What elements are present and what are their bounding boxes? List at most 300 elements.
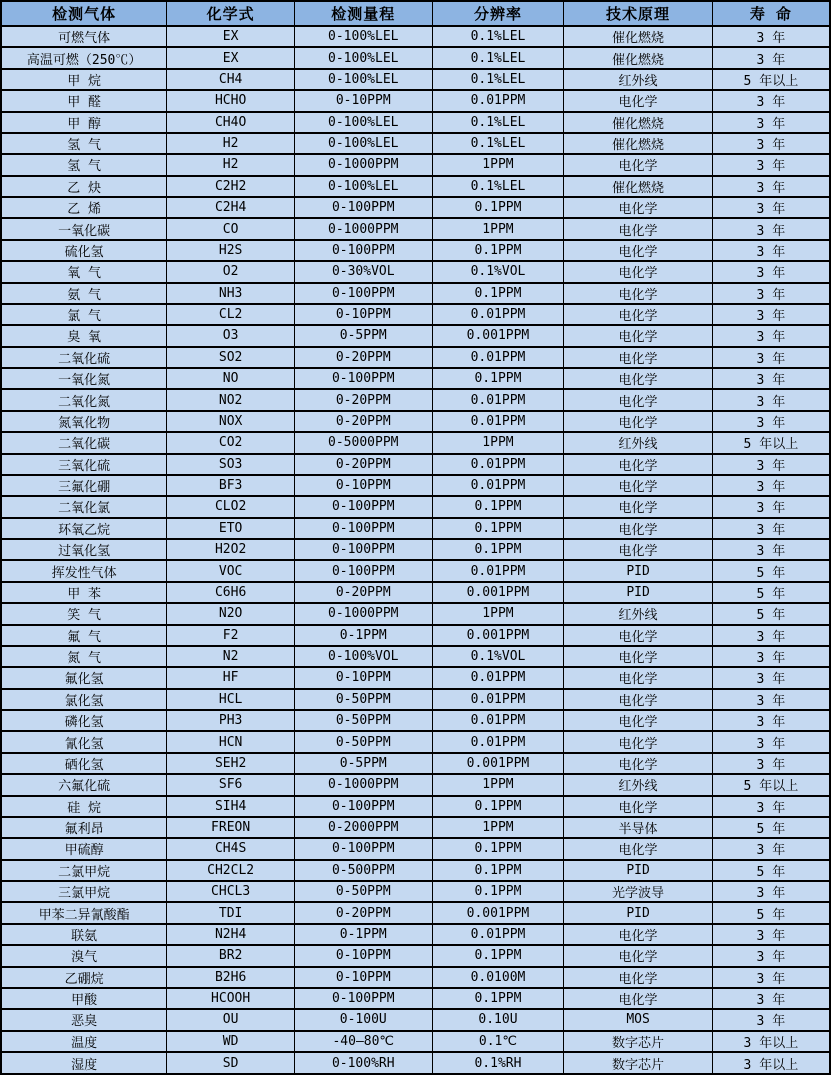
cell-resolution: 1PPM bbox=[432, 774, 564, 795]
cell-formula: O2 bbox=[167, 261, 295, 282]
cell-gas: 氧 气 bbox=[1, 261, 167, 282]
column-header-lifespan: 寿 命 bbox=[712, 1, 830, 26]
cell-principle: 电化学 bbox=[564, 518, 712, 539]
cell-principle: 红外线 bbox=[564, 432, 712, 453]
cell-resolution: 1PPM bbox=[432, 603, 564, 624]
cell-formula: CH4S bbox=[167, 838, 295, 859]
cell-formula: O3 bbox=[167, 325, 295, 346]
cell-gas: 湿度 bbox=[1, 1052, 167, 1074]
cell-formula: CH2CL2 bbox=[167, 860, 295, 881]
cell-range: 0-50PPM bbox=[294, 731, 432, 752]
cell-formula: CH4 bbox=[167, 69, 295, 90]
cell-lifespan: 3 年 bbox=[712, 411, 830, 432]
cell-gas: 联氨 bbox=[1, 924, 167, 945]
cell-principle: 数字芯片 bbox=[564, 1031, 712, 1052]
cell-range: 0-20PPM bbox=[294, 389, 432, 410]
table-row bbox=[1, 753, 830, 774]
cell-range: 0-10PPM bbox=[294, 304, 432, 325]
cell-range: 0-10PPM bbox=[294, 945, 432, 966]
table-row bbox=[1, 710, 830, 731]
cell-gas: 二氧化硫 bbox=[1, 347, 167, 368]
cell-formula: VOC bbox=[167, 560, 295, 581]
table-row bbox=[1, 112, 830, 133]
cell-range: 0-100PPM bbox=[294, 796, 432, 817]
table-row bbox=[1, 176, 830, 197]
table-row bbox=[1, 368, 830, 389]
cell-range: 0-5PPM bbox=[294, 753, 432, 774]
table-row bbox=[1, 496, 830, 517]
cell-resolution: 0.01PPM bbox=[432, 924, 564, 945]
cell-lifespan: 3 年 bbox=[712, 518, 830, 539]
table-header bbox=[1, 1, 830, 26]
cell-gas: 氨 气 bbox=[1, 283, 167, 304]
cell-lifespan: 3 年 bbox=[712, 240, 830, 261]
cell-principle: 电化学 bbox=[564, 945, 712, 966]
cell-lifespan: 3 年 bbox=[712, 454, 830, 475]
cell-lifespan: 3 年 bbox=[712, 90, 830, 111]
cell-lifespan: 3 年 bbox=[712, 496, 830, 517]
cell-gas: 可燃气体 bbox=[1, 26, 167, 47]
cell-principle: PID bbox=[564, 860, 712, 881]
cell-resolution: 1PPM bbox=[432, 154, 564, 175]
cell-formula: NOX bbox=[167, 411, 295, 432]
cell-gas: 乙硼烷 bbox=[1, 967, 167, 988]
cell-principle: 红外线 bbox=[564, 774, 712, 795]
cell-formula: N2O bbox=[167, 603, 295, 624]
table-row bbox=[1, 774, 830, 795]
cell-range: 0-1PPM bbox=[294, 625, 432, 646]
cell-lifespan: 3 年 bbox=[712, 838, 830, 859]
cell-range: 0-100PPM bbox=[294, 368, 432, 389]
cell-lifespan: 3 年 bbox=[712, 283, 830, 304]
cell-formula: N2H4 bbox=[167, 924, 295, 945]
cell-lifespan: 3 年以上 bbox=[712, 1031, 830, 1052]
cell-resolution: 0.1%LEL bbox=[432, 47, 564, 68]
cell-resolution: 0.1PPM bbox=[432, 945, 564, 966]
cell-formula: H2O2 bbox=[167, 539, 295, 560]
cell-lifespan: 5 年以上 bbox=[712, 432, 830, 453]
cell-range: 0-2000PPM bbox=[294, 817, 432, 838]
cell-resolution: 0.001PPM bbox=[432, 902, 564, 923]
cell-lifespan: 3 年 bbox=[712, 133, 830, 154]
cell-lifespan: 5 年 bbox=[712, 860, 830, 881]
cell-range: 0-50PPM bbox=[294, 710, 432, 731]
cell-principle: 电化学 bbox=[564, 667, 712, 688]
table-row bbox=[1, 197, 830, 218]
cell-resolution: 0.1PPM bbox=[432, 197, 564, 218]
cell-lifespan: 3 年 bbox=[712, 389, 830, 410]
cell-lifespan: 3 年 bbox=[712, 881, 830, 902]
cell-principle: 电化学 bbox=[564, 689, 712, 710]
cell-resolution: 0.01PPM bbox=[432, 347, 564, 368]
table-row bbox=[1, 646, 830, 667]
cell-range: 0-10PPM bbox=[294, 90, 432, 111]
cell-range: 0-100PPM bbox=[294, 240, 432, 261]
cell-resolution: 1PPM bbox=[432, 817, 564, 838]
cell-gas: 二氧化碳 bbox=[1, 432, 167, 453]
cell-resolution: 0.01PPM bbox=[432, 475, 564, 496]
cell-gas: 甲苯二异氰酸酯 bbox=[1, 902, 167, 923]
table-row bbox=[1, 26, 830, 47]
cell-principle: 电化学 bbox=[564, 90, 712, 111]
cell-principle: 电化学 bbox=[564, 838, 712, 859]
cell-formula: NO bbox=[167, 368, 295, 389]
cell-gas: 甲酸 bbox=[1, 988, 167, 1009]
cell-range: 0-10PPM bbox=[294, 967, 432, 988]
cell-formula: BR2 bbox=[167, 945, 295, 966]
cell-principle: 电化学 bbox=[564, 796, 712, 817]
cell-formula: F2 bbox=[167, 625, 295, 646]
table-row bbox=[1, 838, 830, 859]
cell-lifespan: 3 年 bbox=[712, 689, 830, 710]
cell-lifespan: 3 年 bbox=[712, 646, 830, 667]
cell-lifespan: 3 年 bbox=[712, 218, 830, 239]
cell-lifespan: 5 年以上 bbox=[712, 69, 830, 90]
cell-gas: 六氟化硫 bbox=[1, 774, 167, 795]
cell-resolution: 0.1%LEL bbox=[432, 26, 564, 47]
cell-lifespan: 3 年 bbox=[712, 753, 830, 774]
cell-principle: 催化燃烧 bbox=[564, 26, 712, 47]
cell-resolution: 0.1PPM bbox=[432, 240, 564, 261]
cell-principle: 电化学 bbox=[564, 454, 712, 475]
cell-range: 0-100%LEL bbox=[294, 133, 432, 154]
table-row bbox=[1, 582, 830, 603]
cell-range: 0-500PPM bbox=[294, 860, 432, 881]
cell-formula: C2H2 bbox=[167, 176, 295, 197]
cell-range: 0-100PPM bbox=[294, 838, 432, 859]
cell-range: 0-1000PPM bbox=[294, 603, 432, 624]
cell-formula: C2H4 bbox=[167, 197, 295, 218]
cell-gas: 二氧化氯 bbox=[1, 496, 167, 517]
cell-principle: 红外线 bbox=[564, 69, 712, 90]
cell-lifespan: 3 年 bbox=[712, 988, 830, 1009]
cell-lifespan: 5 年 bbox=[712, 582, 830, 603]
table-row bbox=[1, 731, 830, 752]
table-row bbox=[1, 518, 830, 539]
cell-gas: 甲 醇 bbox=[1, 112, 167, 133]
cell-resolution: 0.01PPM bbox=[432, 90, 564, 111]
cell-formula: OU bbox=[167, 1009, 295, 1030]
cell-formula: CH4O bbox=[167, 112, 295, 133]
cell-resolution: 0.01PPM bbox=[432, 731, 564, 752]
table-row bbox=[1, 1052, 830, 1074]
cell-formula: NO2 bbox=[167, 389, 295, 410]
cell-principle: 电化学 bbox=[564, 368, 712, 389]
cell-resolution: 0.1%LEL bbox=[432, 176, 564, 197]
table-row bbox=[1, 90, 830, 111]
cell-formula: HCL bbox=[167, 689, 295, 710]
cell-range: 0-100PPM bbox=[294, 496, 432, 517]
cell-gas: 氯 气 bbox=[1, 304, 167, 325]
cell-resolution: 0.10U bbox=[432, 1009, 564, 1030]
cell-lifespan: 3 年 bbox=[712, 539, 830, 560]
cell-range: 0-10PPM bbox=[294, 475, 432, 496]
cell-formula: H2 bbox=[167, 154, 295, 175]
cell-resolution: 0.1PPM bbox=[432, 539, 564, 560]
cell-range: 0-20PPM bbox=[294, 902, 432, 923]
cell-resolution: 0.01PPM bbox=[432, 411, 564, 432]
cell-range: 0-100%LEL bbox=[294, 47, 432, 68]
cell-resolution: 0.001PPM bbox=[432, 753, 564, 774]
cell-resolution: 0.1%LEL bbox=[432, 112, 564, 133]
cell-range: 0-50PPM bbox=[294, 881, 432, 902]
cell-range: -40—80℃ bbox=[294, 1031, 432, 1052]
cell-formula: HF bbox=[167, 667, 295, 688]
cell-formula: EX bbox=[167, 26, 295, 47]
cell-principle: 催化燃烧 bbox=[564, 133, 712, 154]
column-header-range: 检测量程 bbox=[294, 1, 432, 26]
cell-resolution: 0.1PPM bbox=[432, 881, 564, 902]
cell-lifespan: 3 年 bbox=[712, 112, 830, 133]
cell-resolution: 1PPM bbox=[432, 218, 564, 239]
cell-resolution: 0.1PPM bbox=[432, 518, 564, 539]
cell-gas: 硫化氢 bbox=[1, 240, 167, 261]
cell-resolution: 0.1PPM bbox=[432, 860, 564, 881]
cell-resolution: 0.01PPM bbox=[432, 710, 564, 731]
cell-gas: 三氧化硫 bbox=[1, 454, 167, 475]
cell-principle: 电化学 bbox=[564, 924, 712, 945]
cell-range: 0-30%VOL bbox=[294, 261, 432, 282]
cell-range: 0-100PPM bbox=[294, 539, 432, 560]
cell-principle: 电化学 bbox=[564, 411, 712, 432]
cell-resolution: 0.01PPM bbox=[432, 454, 564, 475]
cell-lifespan: 3 年 bbox=[712, 176, 830, 197]
cell-gas: 氢 气 bbox=[1, 154, 167, 175]
cell-resolution: 0.01PPM bbox=[432, 389, 564, 410]
cell-formula: SD bbox=[167, 1052, 295, 1074]
cell-lifespan: 3 年 bbox=[712, 667, 830, 688]
cell-formula: CO bbox=[167, 218, 295, 239]
table-row bbox=[1, 625, 830, 646]
table-row bbox=[1, 902, 830, 923]
cell-range: 0-1PPM bbox=[294, 924, 432, 945]
cell-gas: 硒化氢 bbox=[1, 753, 167, 774]
table-row bbox=[1, 304, 830, 325]
cell-gas: 氮氧化物 bbox=[1, 411, 167, 432]
cell-gas: 三氯甲烷 bbox=[1, 881, 167, 902]
cell-principle: 电化学 bbox=[564, 261, 712, 282]
cell-gas: 一氧化氮 bbox=[1, 368, 167, 389]
cell-formula: TDI bbox=[167, 902, 295, 923]
cell-lifespan: 3 年 bbox=[712, 154, 830, 175]
cell-gas: 臭 氧 bbox=[1, 325, 167, 346]
cell-lifespan: 5 年 bbox=[712, 560, 830, 581]
table-row bbox=[1, 389, 830, 410]
table-row bbox=[1, 860, 830, 881]
table-row bbox=[1, 283, 830, 304]
cell-range: 0-20PPM bbox=[294, 411, 432, 432]
cell-range: 0-100PPM bbox=[294, 988, 432, 1009]
table-header-row bbox=[1, 1, 830, 26]
table-row bbox=[1, 817, 830, 838]
cell-formula: SIH4 bbox=[167, 796, 295, 817]
cell-lifespan: 3 年 bbox=[712, 197, 830, 218]
cell-formula: BF3 bbox=[167, 475, 295, 496]
table-row bbox=[1, 69, 830, 90]
table-row bbox=[1, 47, 830, 68]
cell-gas: 挥发性气体 bbox=[1, 560, 167, 581]
cell-lifespan: 3 年 bbox=[712, 325, 830, 346]
cell-principle: 电化学 bbox=[564, 625, 712, 646]
cell-range: 0-20PPM bbox=[294, 582, 432, 603]
column-header-formula: 化学式 bbox=[167, 1, 295, 26]
cell-principle: 催化燃烧 bbox=[564, 176, 712, 197]
cell-resolution: 0.1PPM bbox=[432, 368, 564, 389]
cell-range: 0-100PPM bbox=[294, 197, 432, 218]
cell-resolution: 0.001PPM bbox=[432, 582, 564, 603]
cell-range: 0-100PPM bbox=[294, 283, 432, 304]
table-row bbox=[1, 154, 830, 175]
cell-formula: SEH2 bbox=[167, 753, 295, 774]
cell-range: 0-100%LEL bbox=[294, 112, 432, 133]
cell-gas: 乙 炔 bbox=[1, 176, 167, 197]
cell-gas: 一氧化碳 bbox=[1, 218, 167, 239]
cell-gas: 甲 烷 bbox=[1, 69, 167, 90]
cell-range: 0-100PPM bbox=[294, 518, 432, 539]
cell-lifespan: 3 年 bbox=[712, 625, 830, 646]
cell-gas: 氟化氢 bbox=[1, 667, 167, 688]
cell-gas: 过氧化氢 bbox=[1, 539, 167, 560]
cell-formula: HCN bbox=[167, 731, 295, 752]
cell-principle: 电化学 bbox=[564, 218, 712, 239]
table-row bbox=[1, 475, 830, 496]
cell-principle: 电化学 bbox=[564, 731, 712, 752]
cell-range: 0-10PPM bbox=[294, 667, 432, 688]
cell-lifespan: 5 年 bbox=[712, 902, 830, 923]
cell-lifespan: 3 年 bbox=[712, 26, 830, 47]
cell-gas: 磷化氢 bbox=[1, 710, 167, 731]
cell-formula: CO2 bbox=[167, 432, 295, 453]
cell-range: 0-1000PPM bbox=[294, 154, 432, 175]
table-row bbox=[1, 325, 830, 346]
cell-gas: 甲硫醇 bbox=[1, 838, 167, 859]
cell-formula: CL2 bbox=[167, 304, 295, 325]
table-body bbox=[1, 26, 830, 1074]
cell-lifespan: 5 年以上 bbox=[712, 774, 830, 795]
cell-principle: 光学波导 bbox=[564, 881, 712, 902]
cell-resolution: 0.1%VOL bbox=[432, 646, 564, 667]
table-row bbox=[1, 667, 830, 688]
cell-lifespan: 3 年 bbox=[712, 304, 830, 325]
cell-resolution: 0.01PPM bbox=[432, 667, 564, 688]
cell-gas: 乙 烯 bbox=[1, 197, 167, 218]
cell-range: 0-100PPM bbox=[294, 560, 432, 581]
cell-range: 0-20PPM bbox=[294, 454, 432, 475]
cell-gas: 二氯甲烷 bbox=[1, 860, 167, 881]
cell-resolution: 1PPM bbox=[432, 432, 564, 453]
table-row bbox=[1, 454, 830, 475]
cell-range: 0-100%VOL bbox=[294, 646, 432, 667]
cell-formula: N2 bbox=[167, 646, 295, 667]
cell-gas: 温度 bbox=[1, 1031, 167, 1052]
cell-lifespan: 3 年 bbox=[712, 924, 830, 945]
cell-principle: 电化学 bbox=[564, 197, 712, 218]
cell-principle: 数字芯片 bbox=[564, 1052, 712, 1074]
cell-range: 0-100%LEL bbox=[294, 69, 432, 90]
cell-range: 0-100%RH bbox=[294, 1052, 432, 1074]
cell-gas: 溴气 bbox=[1, 945, 167, 966]
cell-principle: 电化学 bbox=[564, 304, 712, 325]
cell-lifespan: 5 年 bbox=[712, 603, 830, 624]
cell-principle: 电化学 bbox=[564, 325, 712, 346]
cell-lifespan: 3 年 bbox=[712, 347, 830, 368]
cell-resolution: 0.1PPM bbox=[432, 496, 564, 517]
cell-gas: 硅 烷 bbox=[1, 796, 167, 817]
cell-gas: 甲 苯 bbox=[1, 582, 167, 603]
cell-lifespan: 3 年 bbox=[712, 710, 830, 731]
cell-gas: 氟 气 bbox=[1, 625, 167, 646]
cell-principle: 半导体 bbox=[564, 817, 712, 838]
cell-principle: 电化学 bbox=[564, 475, 712, 496]
cell-principle: 电化学 bbox=[564, 496, 712, 517]
cell-principle: PID bbox=[564, 902, 712, 923]
cell-resolution: 0.1%VOL bbox=[432, 261, 564, 282]
cell-formula: FREON bbox=[167, 817, 295, 838]
cell-resolution: 0.1℃ bbox=[432, 1031, 564, 1052]
cell-lifespan: 3 年 bbox=[712, 731, 830, 752]
table-row bbox=[1, 347, 830, 368]
cell-resolution: 0.01PPM bbox=[432, 689, 564, 710]
cell-formula: NH3 bbox=[167, 283, 295, 304]
cell-resolution: 0.01PPM bbox=[432, 304, 564, 325]
cell-resolution: 0.1PPM bbox=[432, 838, 564, 859]
cell-gas: 氟利昂 bbox=[1, 817, 167, 838]
cell-range: 0-1000PPM bbox=[294, 774, 432, 795]
cell-principle: PID bbox=[564, 582, 712, 603]
cell-lifespan: 3 年 bbox=[712, 475, 830, 496]
cell-principle: 催化燃烧 bbox=[564, 112, 712, 133]
cell-formula: B2H6 bbox=[167, 967, 295, 988]
cell-gas: 甲 醛 bbox=[1, 90, 167, 111]
cell-formula: H2S bbox=[167, 240, 295, 261]
cell-principle: 电化学 bbox=[564, 967, 712, 988]
cell-gas: 环氧乙烷 bbox=[1, 518, 167, 539]
cell-formula: SF6 bbox=[167, 774, 295, 795]
cell-range: 0-50PPM bbox=[294, 689, 432, 710]
table-row bbox=[1, 261, 830, 282]
table-row bbox=[1, 945, 830, 966]
cell-formula: HCHO bbox=[167, 90, 295, 111]
cell-lifespan: 3 年 bbox=[712, 1009, 830, 1030]
table-row bbox=[1, 560, 830, 581]
table-row bbox=[1, 796, 830, 817]
table-row bbox=[1, 1009, 830, 1030]
cell-gas: 高温可燃（250℃） bbox=[1, 47, 167, 68]
cell-formula: CLO2 bbox=[167, 496, 295, 517]
cell-gas: 二氧化氮 bbox=[1, 389, 167, 410]
cell-formula: WD bbox=[167, 1031, 295, 1052]
cell-gas: 氮 气 bbox=[1, 646, 167, 667]
cell-resolution: 0.001PPM bbox=[432, 625, 564, 646]
cell-formula: HCOOH bbox=[167, 988, 295, 1009]
table-row bbox=[1, 988, 830, 1009]
cell-range: 0-1000PPM bbox=[294, 218, 432, 239]
cell-formula: H2 bbox=[167, 133, 295, 154]
cell-resolution: 0.01PPM bbox=[432, 560, 564, 581]
cell-range: 0-5000PPM bbox=[294, 432, 432, 453]
cell-principle: 红外线 bbox=[564, 603, 712, 624]
cell-principle: PID bbox=[564, 560, 712, 581]
cell-lifespan: 3 年 bbox=[712, 945, 830, 966]
cell-range: 0-20PPM bbox=[294, 347, 432, 368]
table-row bbox=[1, 603, 830, 624]
cell-formula: C6H6 bbox=[167, 582, 295, 603]
cell-lifespan: 3 年 bbox=[712, 47, 830, 68]
table-row bbox=[1, 240, 830, 261]
table-row bbox=[1, 133, 830, 154]
cell-formula: CHCL3 bbox=[167, 881, 295, 902]
table-row bbox=[1, 539, 830, 560]
